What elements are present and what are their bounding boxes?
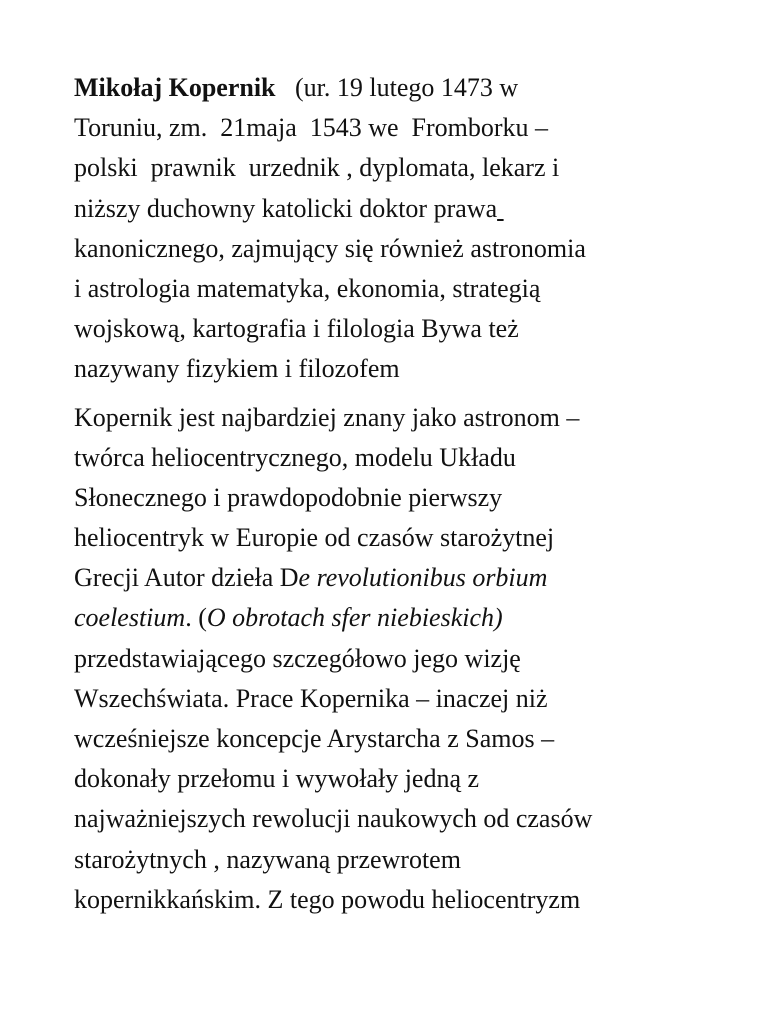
- text-line: najważniejszych rewolucji naukowych od czasów: [74, 804, 593, 834]
- text-line: Toruniu, zm. 21maja 1543 we Fromborku –: [74, 113, 549, 143]
- text-line: i astrologia matematyka, ekonomia, strategią: [74, 273, 541, 303]
- text-line: Słonecznego i prawdopodobnie pierwszy: [74, 482, 503, 512]
- text-line: polski prawnik urzednik , dyplomata, lekarz i: [74, 153, 560, 183]
- text-line: wcześniejsze koncepcje Arystarcha z Samos –: [74, 724, 555, 753]
- text-line: Grecji Autor dzieła De revolutionibus orbium: [74, 563, 548, 593]
- text-line: przedstawiającego szczegółowo jego wizję: [74, 643, 521, 673]
- text-line: twórca heliocentrycznego, modelu Układu: [74, 442, 516, 472]
- book-title-translation-italic: O obrotach sfer niebieskich): [206, 603, 503, 633]
- text-line: niższy duchowny katolicki doktor prawa: [74, 189, 714, 229]
- book-title-italic: e revolutionibus orbium: [298, 563, 548, 593]
- text-line: Wszechświata. Prace Kopernika – inaczej niż: [74, 683, 548, 713]
- text-line: wojskową, kartografia i filologia Bywa też: [74, 314, 519, 344]
- text-line: dokonały przełomu i wywołały jedną z: [74, 764, 480, 794]
- text-line: Mikołaj Kopernik (ur. 19 lutego 1473 w: [74, 73, 519, 102]
- text-line: coelestium. (O obrotach sfer niebieskich): [74, 603, 503, 633]
- text-line: kanonicznego, zajmujący się również astronomia: [74, 233, 586, 263]
- text-line: Kopernik jest najbardziej znany jako astronom –: [74, 402, 580, 432]
- text-line: nazywany fizykiem i filozofem: [74, 354, 400, 384]
- text-line: starożytnych , nazywaną przewrotem: [74, 844, 461, 874]
- text-line: heliocentryk w Europie od czasów starożytnej: [74, 523, 555, 553]
- paragraph-biography: [74, 68, 714, 390]
- name-heading: Mikołaj Kopernik: [74, 73, 276, 102]
- paragraph-spacer: [74, 390, 714, 398]
- paragraph-astronomy: [74, 398, 714, 920]
- text-line: kopernikkańskim. Z tego powodu heliocentryzm: [74, 884, 581, 914]
- document-page: [74, 68, 714, 920]
- book-title-italic: coelestium: [74, 603, 186, 633]
- underlined-space: [497, 194, 504, 223]
